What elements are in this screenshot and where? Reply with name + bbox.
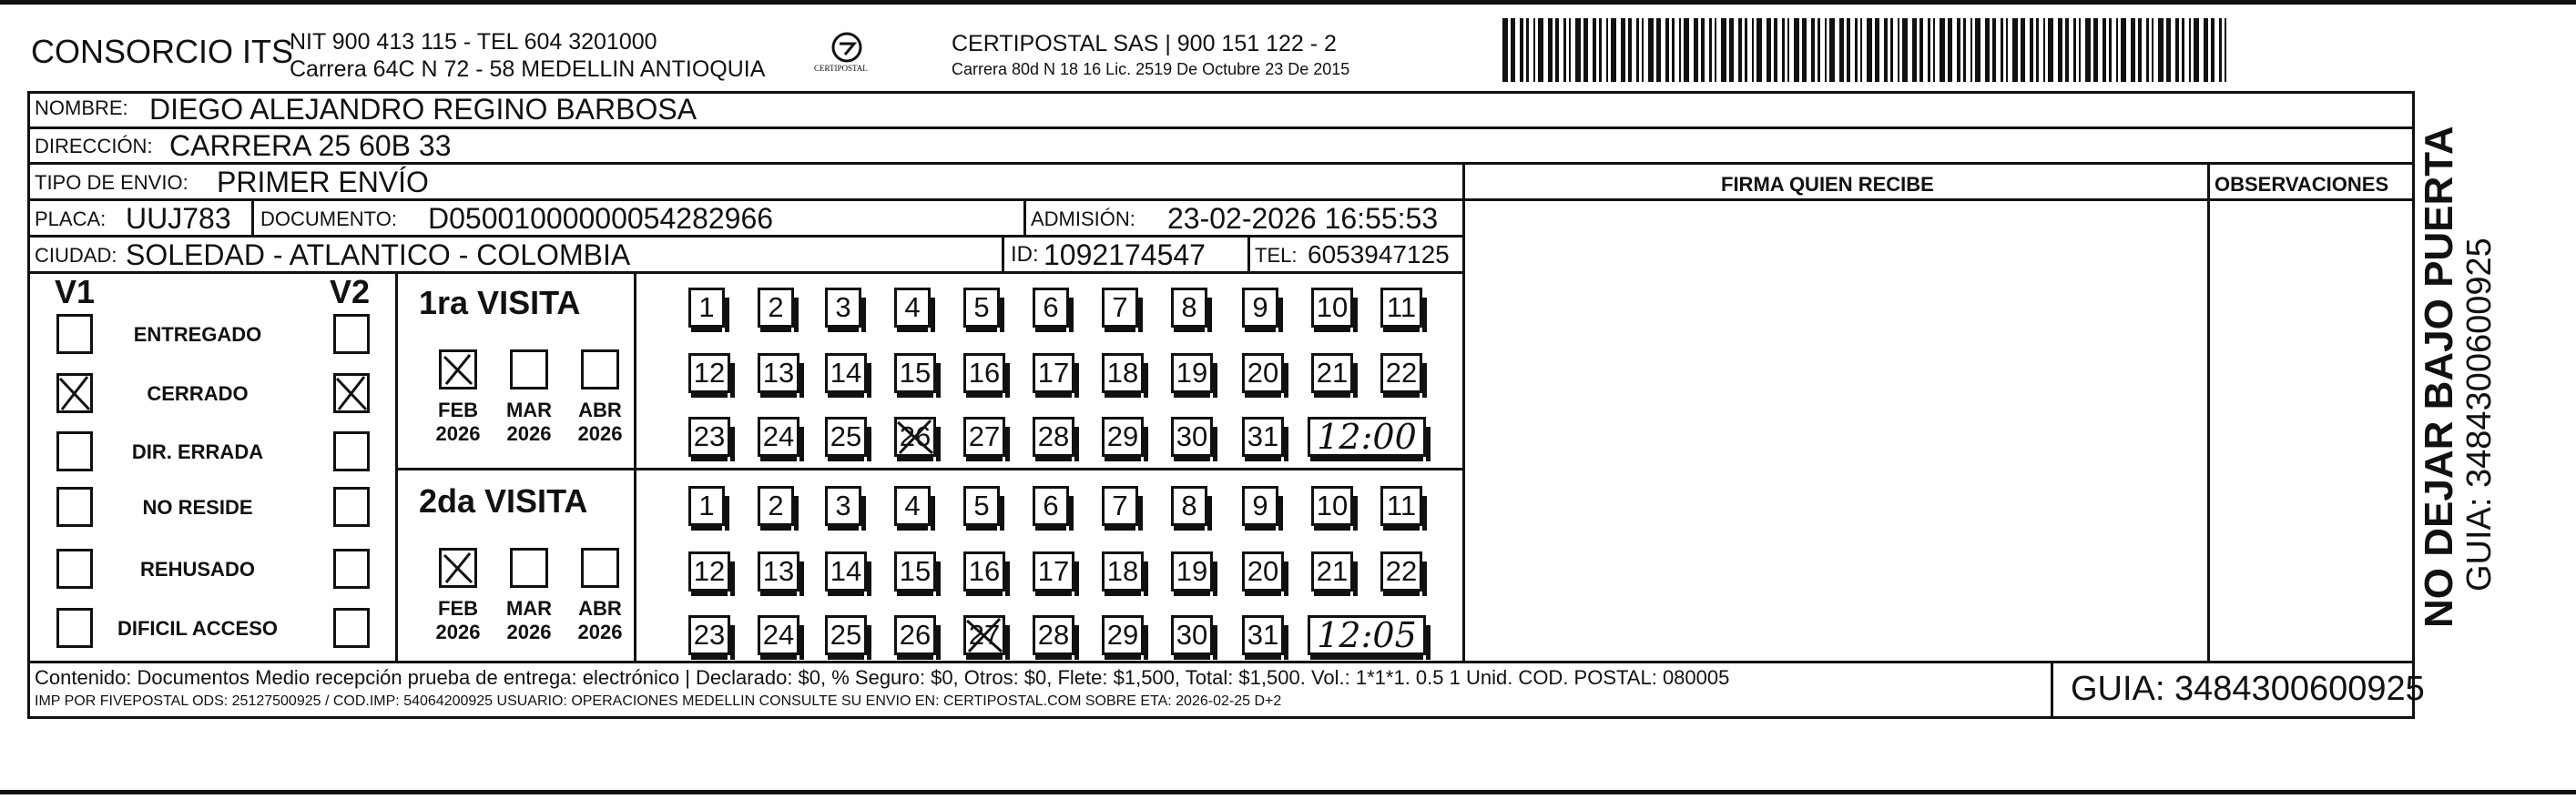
day-box[interactable]: [1242, 353, 1284, 393]
divider: [27, 198, 2415, 201]
month-label: FEB: [438, 399, 478, 421]
day-number: 20: [1247, 357, 1279, 389]
day-number: 9: [1252, 490, 1268, 521]
day-number: 30: [1176, 420, 1208, 452]
admision-value: 23-02-2026 16:55:53: [1167, 202, 1439, 235]
id-value: 1092174547: [1044, 238, 1206, 271]
day-box[interactable]: [688, 615, 730, 655]
day-number: 1: [698, 291, 715, 323]
day-box[interactable]: [1171, 417, 1213, 457]
day-box[interactable]: [1033, 551, 1074, 592]
day-box[interactable]: [963, 417, 1005, 457]
day-number: 16: [968, 555, 1001, 587]
status-label: CERRADO: [147, 382, 249, 405]
company-line-1: NIT 900 413 115 - TEL 604 3201000: [290, 29, 657, 55]
day-number: 9: [1252, 291, 1268, 323]
day-box[interactable]: [963, 288, 1000, 328]
time-box[interactable]: [1308, 615, 1426, 655]
status-label: REHUSADO: [140, 558, 255, 581]
day-number: 6: [1043, 291, 1059, 323]
divider: [251, 200, 254, 235]
day-number: 5: [973, 291, 990, 323]
day-box[interactable]: [1171, 353, 1213, 393]
month-checkbox[interactable]: [439, 548, 477, 588]
year-label: 2026: [577, 422, 623, 445]
day-number: 7: [1112, 291, 1128, 323]
month-checkbox[interactable]: [581, 548, 619, 588]
day-box[interactable]: [825, 417, 867, 457]
divider: [395, 271, 398, 662]
day-number: 18: [1106, 555, 1139, 587]
day-number: 29: [1106, 420, 1139, 452]
day-number: 13: [762, 357, 795, 389]
day-box[interactable]: [963, 486, 1000, 526]
tel-label: TEL:: [1255, 244, 1298, 267]
divider: [27, 661, 2415, 663]
day-number: 20: [1247, 555, 1279, 587]
day-number: 27: [968, 619, 1001, 651]
certipostal-logo: [814, 29, 874, 84]
logo-text: CERTIPOSTAL: [814, 64, 868, 73]
divider: [27, 162, 2415, 165]
day-number: 16: [968, 357, 1001, 389]
day-number: 8: [1181, 490, 1197, 521]
bottom-rule: [0, 790, 2576, 794]
day-box[interactable]: [688, 486, 725, 526]
v2-label: V2: [330, 273, 371, 310]
day-box[interactable]: [688, 288, 725, 328]
v1-label: V1: [55, 273, 96, 310]
status-label: DIFICIL ACCESO: [117, 617, 278, 640]
company-name: CONSORCIO ITS: [31, 33, 294, 70]
day-number: 10: [1316, 291, 1349, 323]
day-number: 26: [899, 619, 932, 651]
month-checkbox[interactable]: [581, 349, 619, 389]
day-number: 14: [830, 555, 862, 587]
courier-line-1: CERTIPOSTAL SAS | 900 151 122 - 2: [952, 31, 1337, 56]
day-number: 21: [1316, 357, 1349, 389]
day-number: 2: [768, 490, 784, 521]
day-box[interactable]: [1242, 615, 1284, 655]
top-rule: [0, 0, 2576, 5]
time-box[interactable]: [1308, 417, 1426, 457]
day-box[interactable]: [1033, 353, 1074, 393]
day-box[interactable]: [963, 353, 1005, 393]
day-number: 4: [904, 291, 921, 323]
year-label: 2026: [506, 422, 552, 445]
day-number: 15: [899, 555, 932, 587]
day-number: 12: [693, 555, 726, 587]
day-box[interactable]: [1380, 486, 1422, 526]
day-number: 17: [1037, 555, 1070, 587]
day-number: 3: [835, 490, 851, 521]
day-number: 28: [1037, 420, 1070, 452]
direccion-value: CARRERA 25 60B 33: [169, 129, 452, 162]
month-label: MAR: [505, 597, 553, 620]
day-box[interactable]: [1102, 551, 1144, 592]
day-box[interactable]: [825, 353, 867, 393]
divider: [27, 271, 1464, 274]
day-box[interactable]: [758, 353, 799, 393]
day-box[interactable]: [1033, 486, 1069, 526]
day-number: 21: [1316, 555, 1349, 587]
divider: [395, 468, 1464, 470]
footer-line-1: Contenido: Documentos Medio recepción prueba de entrega: electrónico | Declarado: $0, % Seguro: $0, Otros: $0, Flete: $1,500, Total: $1,500. Vol.: 1*1*1. 0.5 1 Unid. COD. POSTAL: 080005: [35, 666, 1730, 689]
day-box[interactable]: [894, 288, 931, 328]
day-box[interactable]: [825, 551, 867, 592]
month-checkbox[interactable]: [439, 349, 477, 389]
month-label: ABR: [578, 597, 622, 620]
day-number: 24: [762, 420, 795, 452]
day-box[interactable]: [688, 417, 730, 457]
day-number: 19: [1176, 357, 1208, 389]
day-number: 1: [698, 490, 715, 521]
day-number: 8: [1181, 291, 1197, 323]
day-box[interactable]: [1102, 486, 1138, 526]
day-number: 31: [1247, 619, 1279, 651]
nombre-value: DIEGO ALEJANDRO REGINO BARBOSA: [149, 93, 697, 126]
divider: [1247, 237, 1250, 271]
tipo-value: PRIMER ENVÍO: [217, 166, 429, 198]
admision-label: ADMISIÓN:: [1031, 207, 1135, 230]
tel-value: 6053947125: [1308, 240, 1450, 268]
day-number: 19: [1176, 555, 1208, 587]
visit-title: 1ra VISITA: [419, 284, 581, 321]
day-number: 6: [1043, 490, 1059, 521]
day-box[interactable]: [825, 615, 867, 655]
day-number: 30: [1176, 619, 1208, 651]
year-label: 2026: [435, 422, 481, 445]
day-box[interactable]: [1311, 486, 1353, 526]
month-checkbox[interactable]: [510, 349, 548, 389]
day-box[interactable]: [894, 417, 936, 457]
day-number: 23: [693, 420, 726, 452]
day-box[interactable]: [825, 486, 861, 526]
day-box[interactable]: [1311, 551, 1353, 592]
documento-label: DOCUMENTO:: [260, 207, 397, 230]
day-number: 10: [1316, 490, 1349, 521]
company-line-2: Carrera 64C N 72 - 58 MEDELLIN ANTIOQUIA: [290, 56, 766, 82]
day-box[interactable]: [1171, 486, 1207, 526]
day-box[interactable]: [1033, 288, 1069, 328]
day-number: 14: [830, 357, 862, 389]
day-number: 2: [768, 291, 784, 323]
footer-guia: GUIA: 3484300600925: [2071, 670, 2425, 708]
day-number: 27: [968, 420, 1001, 452]
day-number: 17: [1037, 357, 1070, 389]
day-number: 25: [830, 619, 862, 651]
day-box[interactable]: [1380, 288, 1422, 328]
footer-line-2: IMP POR FIVEPOSTAL ODS: 25127500925 / COD.IMP: 54064200925 USUARIO: OPERACIONES MEDELLIN CONSULTE SU ENVIO EN: CERTIPOSTAL.COM SOBRE ETA: 2026-02-25 D+2: [35, 693, 1282, 709]
day-box[interactable]: [758, 551, 799, 592]
divider: [1023, 200, 1026, 235]
divider: [634, 271, 636, 662]
day-box[interactable]: [1102, 353, 1144, 393]
day-box[interactable]: [1311, 288, 1353, 328]
day-box[interactable]: [758, 417, 799, 457]
id-label: ID:: [1011, 242, 1039, 267]
day-number: 18: [1106, 357, 1139, 389]
day-box[interactable]: [1171, 551, 1213, 592]
status-label: NO RESIDE: [142, 496, 253, 519]
day-box[interactable]: [1033, 615, 1074, 655]
time-value: 12:00: [1317, 417, 1417, 457]
ciudad-value: SOLEDAD - ATLANTICO - COLOMBIA: [126, 238, 631, 271]
day-number: 15: [899, 357, 932, 389]
year-label: 2026: [577, 621, 623, 643]
side-no-dejar: NO DEJAR BAJO PUERTA: [2417, 126, 2461, 628]
day-box[interactable]: [758, 486, 794, 526]
day-number: 12: [693, 357, 726, 389]
firma-header: FIRMA QUIEN RECIBE: [1721, 173, 1934, 196]
day-box[interactable]: [1242, 417, 1284, 457]
day-number: 11: [1386, 291, 1417, 323]
day-number: 13: [762, 555, 795, 587]
month-label: FEB: [438, 597, 478, 620]
day-box[interactable]: [1033, 417, 1074, 457]
status-label: DIR. ERRADA: [131, 440, 264, 463]
day-number: 25: [830, 420, 862, 452]
ciudad-label: CIUDAD:: [35, 244, 117, 267]
day-box[interactable]: [825, 288, 861, 328]
placa-label: PLACA:: [35, 207, 107, 230]
observaciones-header: OBSERVACIONES: [2215, 173, 2389, 196]
day-number: 23: [693, 619, 726, 651]
month-label: MAR: [505, 399, 553, 421]
courier-line-2: Carrera 80d N 18 16 Lic. 2519 De Octubre 23 De 2015: [952, 60, 1350, 78]
day-number: 28: [1037, 619, 1070, 651]
documento-value: D05001000000054282966: [428, 202, 774, 235]
day-box[interactable]: [1102, 615, 1144, 655]
day-box[interactable]: [1242, 486, 1278, 526]
day-box[interactable]: [894, 551, 936, 592]
day-number: 22: [1385, 555, 1418, 587]
day-number: 11: [1386, 490, 1417, 521]
day-number: 4: [904, 490, 921, 521]
day-box[interactable]: [688, 551, 730, 592]
day-box[interactable]: [758, 288, 794, 328]
day-number: 5: [973, 490, 990, 521]
divider: [1002, 237, 1004, 271]
day-box[interactable]: [1311, 353, 1353, 393]
day-box[interactable]: [1102, 417, 1144, 457]
year-label: 2026: [506, 621, 552, 643]
divider: [2051, 661, 2053, 717]
day-box[interactable]: [1242, 288, 1278, 328]
month-label: ABR: [578, 399, 622, 421]
day-box[interactable]: [963, 551, 1005, 592]
placa-value: UUJ783: [126, 202, 231, 235]
day-box[interactable]: [1380, 551, 1422, 592]
day-number: 22: [1385, 357, 1418, 389]
day-box[interactable]: [688, 353, 730, 393]
day-number: 7: [1112, 490, 1128, 521]
status-label: ENTREGADO: [133, 323, 262, 346]
nombre-label: NOMBRE:: [35, 96, 128, 119]
day-box[interactable]: [1171, 288, 1207, 328]
day-box[interactable]: [1380, 353, 1422, 393]
year-label: 2026: [435, 621, 481, 643]
day-box[interactable]: [1102, 288, 1138, 328]
direccion-label: DIRECCIÓN:: [35, 135, 153, 157]
day-box[interactable]: [894, 615, 936, 655]
barcode: [1502, 18, 2231, 82]
day-number: 24: [762, 619, 795, 651]
day-number: 29: [1106, 619, 1139, 651]
day-box[interactable]: [894, 353, 936, 393]
side-guia: GUIA: 3484300600925: [2460, 238, 2499, 592]
day-box[interactable]: [758, 615, 799, 655]
day-number: 26: [899, 420, 932, 452]
visit-title: 2da VISITA: [419, 482, 588, 520]
day-number: 31: [1247, 420, 1279, 452]
day-box[interactable]: [1242, 551, 1284, 592]
tipo-label: TIPO DE ENVIO:: [35, 171, 188, 194]
month-checkbox[interactable]: [510, 548, 548, 588]
day-box[interactable]: [963, 615, 1005, 655]
time-value: 12:05: [1317, 615, 1417, 655]
day-box[interactable]: [1171, 615, 1213, 655]
divider: [2207, 162, 2210, 662]
day-number: 3: [835, 291, 851, 323]
day-box[interactable]: [894, 486, 931, 526]
